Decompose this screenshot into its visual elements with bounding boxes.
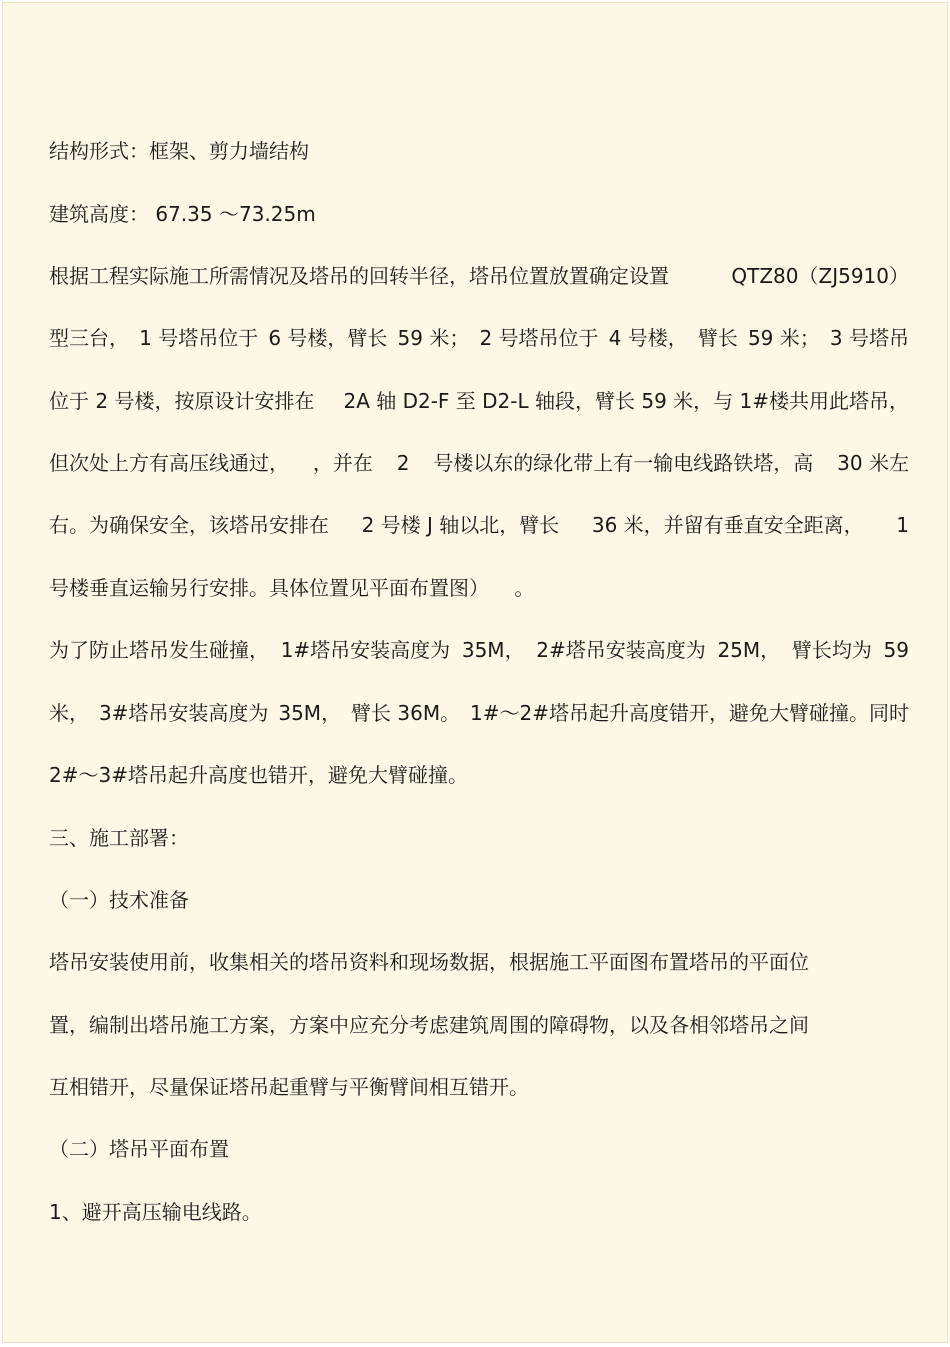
subsection-heading: （二）塔吊平面布置 [49, 1137, 229, 1161]
paragraph-line [49, 511, 909, 539]
text-segment: 35M， [461, 638, 525, 662]
text-segment: 59 [883, 638, 909, 662]
paragraph-line [49, 699, 909, 727]
text-segment: 2#塔吊安装高度为 [536, 638, 706, 662]
text-segment: 3#塔吊安装高度为 [98, 701, 269, 725]
text-segment: 6 号楼，臂长 [268, 326, 388, 350]
text-segment: 1 号塔吊位于 [139, 326, 259, 350]
section-heading: 三、施工部署： [49, 826, 189, 850]
paragraph-line [49, 324, 909, 352]
text-segment: 位于 2 号楼，按原设计安排在 [49, 389, 315, 413]
text-segment: 1 [896, 513, 909, 537]
paragraph-line: 互相错开，尽量保证塔吊起重臂与平衡臂间相互错开。 [49, 1075, 529, 1099]
text-segment: 2 号塔吊位于 [479, 326, 599, 350]
text-segment: 但次处上方有高压线通过， [49, 451, 289, 475]
text-segment: 59 米； [747, 326, 820, 350]
text-segment: 36 米，并留有垂直安全距离， [591, 513, 864, 537]
text-segment: 型三台， [49, 326, 129, 350]
text-segment: 根据工程实际施工所需情况及塔吊的回转半径，塔吊位置放置确定设置 [49, 264, 669, 288]
paragraph-line: 2#～3#塔吊起升高度也错开，避免大臂碰撞。 [49, 763, 468, 787]
text-segment: 为了防止塔吊发生碰撞， [49, 638, 269, 662]
paragraph-line: 置，编制出塔吊施工方案，方案中应充分考虑建筑周围的障碍物，以及各相邻塔吊之间 [49, 1013, 809, 1037]
text-segment: 1#塔吊安装高度为 [280, 638, 451, 662]
list-item: 1、避开高压输电线路。 [49, 1200, 262, 1224]
text-segment: 米， [49, 701, 89, 725]
text-segment: ，并在 [312, 451, 373, 475]
text-segment: 2A 轴 D2-F 至 D2-L 轴段，臂长 59 米，与 1#楼共用此塔吊， [343, 389, 909, 413]
text-segment: 1#～2#塔吊起升高度错开，避免大臂碰撞。同时 [470, 701, 909, 725]
building-height-line: 建筑高度： 67.35 ～73.25m [49, 202, 316, 226]
text-segment: 59 米； [397, 326, 470, 350]
text-segment: 臂长 [697, 326, 738, 350]
document-page [2, 2, 948, 1343]
text-segment: 3 号塔吊 [829, 326, 909, 350]
text-segment: 号楼以东的绿化带上有一输电线路铁塔，高 [433, 451, 814, 475]
paragraph-line: 塔吊安装使用前，收集相关的塔吊资料和现场数据，根据施工平面图布置塔吊的平面位 [49, 950, 809, 974]
text-segment: 2 [396, 451, 410, 475]
text-segment: QTZ80（ZJ5910） [731, 264, 909, 288]
structure-form-line: 结构形式：框架、剪力墙结构 [49, 139, 309, 163]
text-segment: 4 号楼， [608, 326, 688, 350]
paragraph-line [49, 262, 909, 290]
paragraph-line [49, 636, 909, 664]
text-segment: 臂长均为 [791, 638, 872, 662]
text-segment: 25M， [717, 638, 781, 662]
paragraph-line: 号楼垂直运输另行安排。具体位置见平面布置图） 。 [49, 576, 535, 600]
subsection-heading: （一）技术准备 [49, 888, 189, 912]
text-segment: 右。为确保安全，该塔吊安排在 [49, 513, 329, 537]
text-segment: 2 号楼 J 轴以北，臂长 [361, 513, 560, 537]
paragraph-line [49, 387, 909, 415]
text-segment: 30 米左 [837, 451, 909, 475]
paragraph-line [49, 449, 909, 477]
text-segment: 35M， [278, 701, 342, 725]
text-segment: 臂长 36M。 [351, 701, 461, 725]
